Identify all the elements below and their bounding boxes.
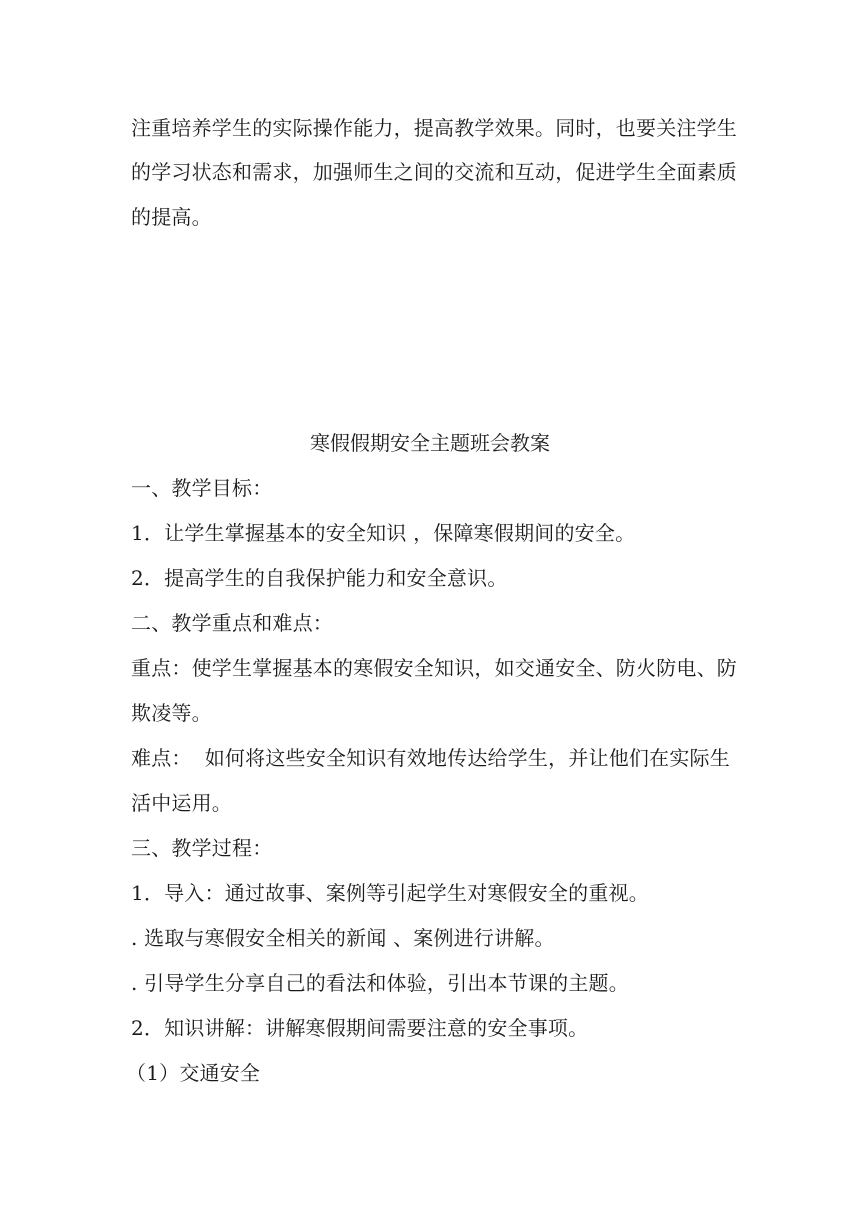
difficulty-line: 活中运用。 [131, 791, 232, 815]
list-item: 1．让学生掌握基本的安全知识 ，保障寒假期间的安全。 [131, 521, 636, 545]
process-line: . 引导学生分享自己的看法和体验，引出本节课的主题。 [131, 971, 629, 995]
key-point-line: 重点：使学生掌握基本的寒假安全知识，如交通安全、防火防电、防 [131, 656, 737, 680]
difficulty-line: 难点： 如何将这些安全知识有效地传达给学生，并让他们在实际生 [131, 746, 730, 770]
section-heading: 一、教学目标： [131, 476, 273, 500]
list-item: 2．提高学生的自我保护能力和安全意识。 [131, 566, 508, 590]
paragraph-line: 的提高。 [131, 205, 212, 229]
process-line: 1．导入：通过故事、案例等引起学生对寒假安全的重视。 [131, 881, 649, 905]
process-line: . 选取与寒假安全相关的新闻 、案例进行讲解。 [131, 926, 555, 950]
document-title: 寒假假期安全主题班会教案 [310, 431, 550, 455]
section-heading: 三、教学过程： [131, 836, 273, 860]
paragraph-line: 的学习状态和需求，加强师生之间的交流和互动，促进学生全面素质 [131, 160, 737, 184]
section-heading: 二、教学重点和难点： [131, 611, 333, 635]
key-point-line: 欺凌等。 [131, 701, 212, 725]
paragraph-line: 注重培养学生的实际操作能力，提高教学效果。同时，也要关注学生 [131, 116, 737, 140]
process-line: 2．知识讲解：讲解寒假期间需要注意的安全事项。 [131, 1016, 589, 1040]
process-line: （1）交通安全 [126, 1061, 261, 1085]
